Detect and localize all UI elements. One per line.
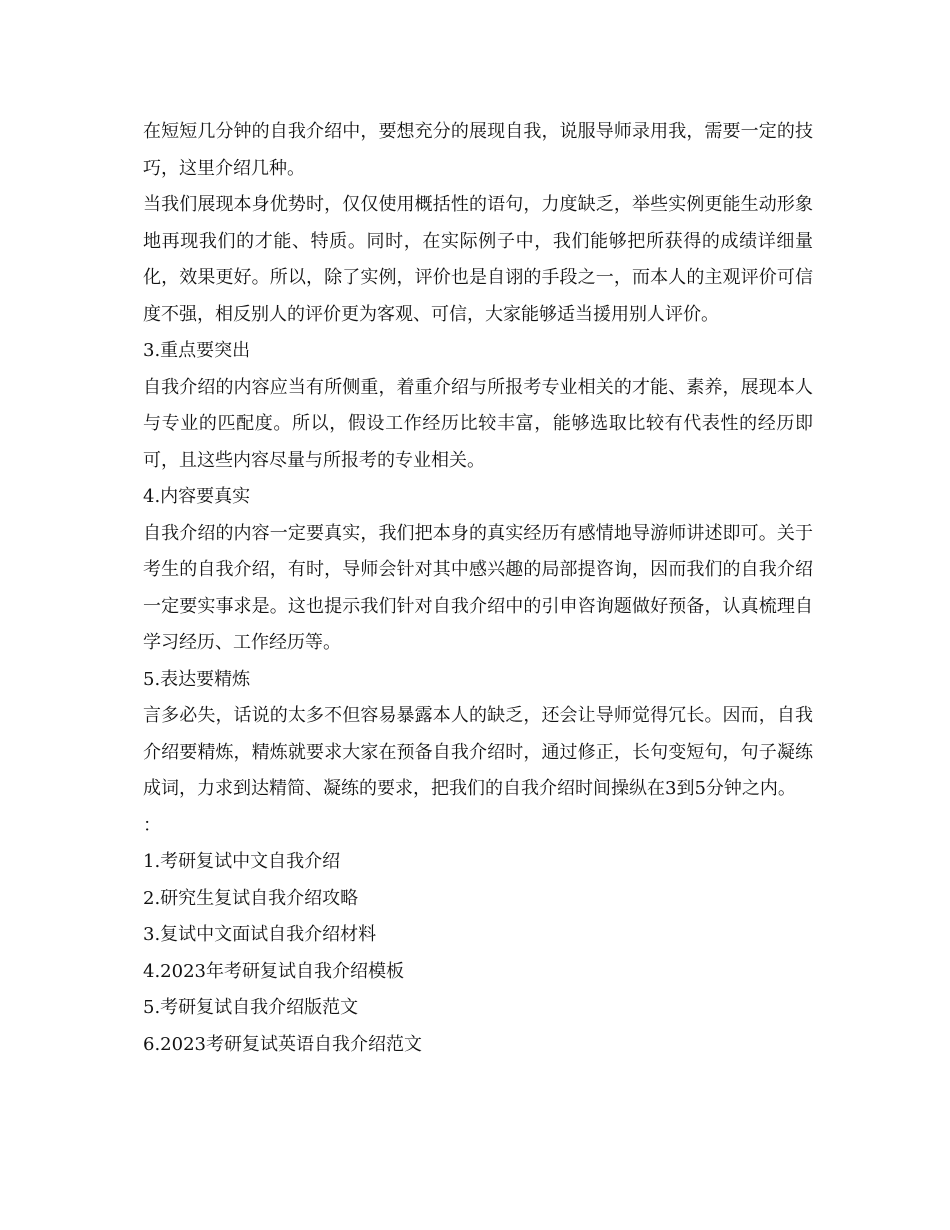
section-heading-4: 4.内容要真实 [143,486,251,507]
body-paragraph-truthful: 自我介绍的内容一定要真实，我们把本身的真实经历有感情地导游师讲述即可。关于考生的自我介绍，有时，导师会针对其中感兴趣的局部提咨询，因而我们的自我介绍一定要实事求是。这也提示我们针对自我介绍中的引申咨询题做好预备，认真梳理自学习经历、工作经历等。 [143,522,813,653]
related-article-item: 6.2023考研复试英语自我介绍范文 [143,1033,422,1055]
list-separator: ： [143,814,161,836]
related-article-item: 5.考研复试自我介绍版范文 [143,997,359,1018]
related-article-item: 4.2023年考研复试自我介绍模板 [143,960,404,982]
intro-paragraph: 在短短几分钟的自我介绍中，要想充分的展现自我，说服导师录用我，需要一定的技巧，这里介绍几种。 [143,121,813,179]
related-article-item: 2.研究生复试自我介绍攻略 [143,887,359,909]
body-paragraph-concise: 言多必失，话说的太多不但容易暴露本人的缺乏，还会让导师觉得冗长。因而，自我介绍要精炼，精炼就要求大家在预备自我介绍时，通过修正，长句变短句，句子凝练成词，力求到达精简、凝练的要求，把我们的自我介绍时间操纵在3到5分钟之内。 [143,705,813,799]
related-article-item: 3.复试中文面试自我介绍材料 [143,924,377,945]
related-article-item: 1.考研复试中文自我介绍 [143,851,341,872]
document-body [143,114,813,1063]
body-paragraph-focus: 自我介绍的内容应当有所侧重，着重介绍与所报考专业相关的才能、素养，展现本人与专业的匹配度。所以，假设工作经历比较丰富，能够选取比较有代表性的经历即可，且这些内容尽量与所报考的专业相关。 [143,376,813,471]
section-heading-5: 5.表达要精炼 [143,668,251,690]
section-heading-3: 3.重点要突出 [143,340,251,361]
related-articles-list [143,844,813,1063]
body-paragraph-examples: 当我们展现本身优势时，仅仅使用概括性的语句，力度缺乏，举些实例更能生动形象地再现我们的才能、特质。同时，在实际例子中，我们能够把所获得的成绩详细量化，效果更好。所以，除了实例，评价也是自诩的手段之一，而本人的主观评价可信度不强，相反别人的评价更为客观、可信，大家能够适当援用别人评价。 [143,194,813,325]
